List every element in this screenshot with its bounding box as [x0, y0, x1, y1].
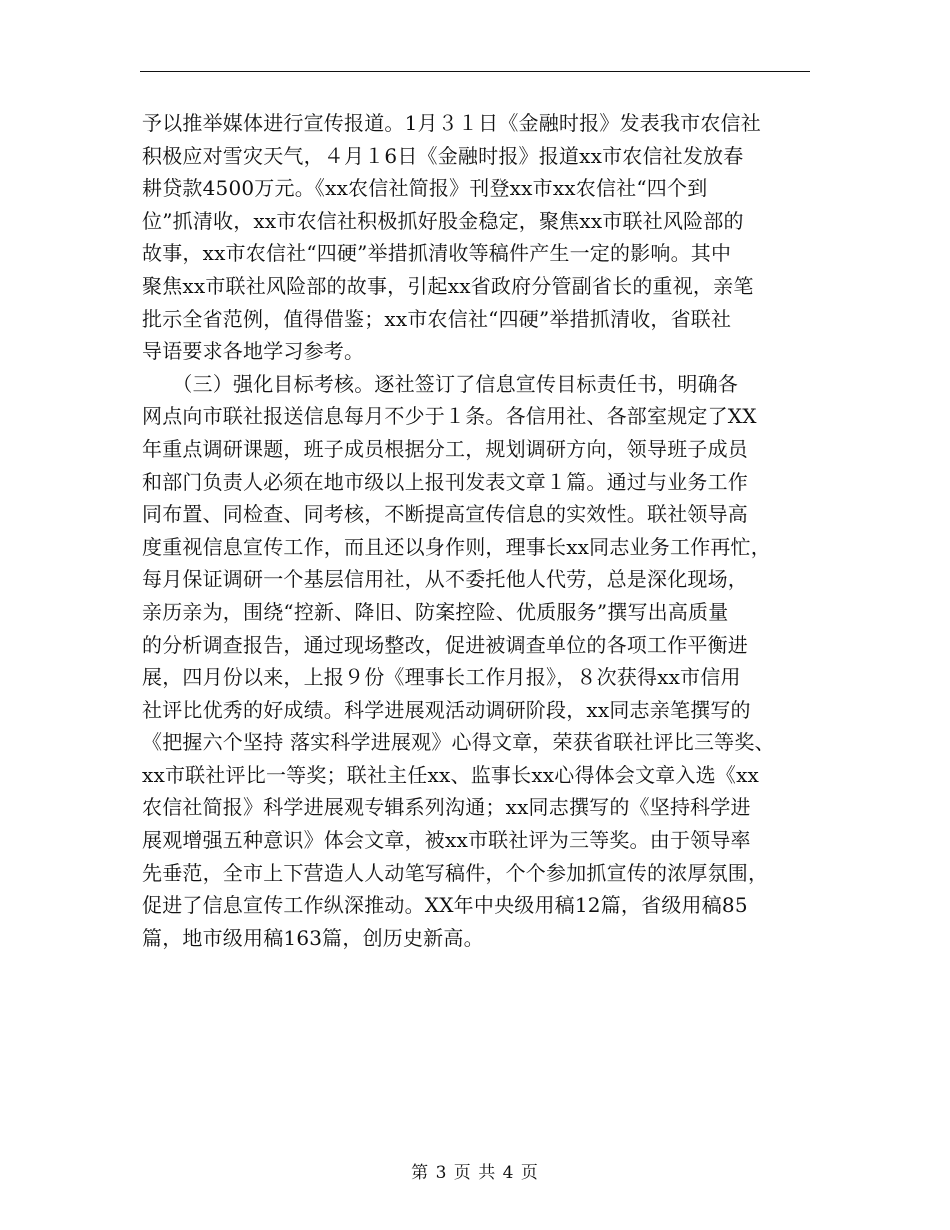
body-text: [142, 107, 822, 954]
text-line: 批示全省范例，值得借鉴；xx市农信社“四硬”举措抓清收，省联社: [142, 306, 732, 331]
text-line: 导语要求各地学习参考。: [142, 339, 365, 364]
text-line: 社评比优秀的好成绩。科学进展观活动调研阶段，xx同志亲笔撰写的: [142, 697, 751, 722]
text-line: （三）强化目标考核。逐社签订了信息宣传目标责任书，明确各: [142, 371, 738, 396]
text-line: 每月保证调研一个基层信用社，从不委托他人代劳，总是深化现场，: [142, 567, 748, 592]
text-line: 先垂范，全市上下营造人人动笔写稿件，个个参加抓宣传的浓厚氛围，: [142, 860, 769, 885]
text-line: 同布置、同检查、同考核，不断提高宣传信息的实效性。联社领导高: [142, 502, 748, 527]
text-line: 展观增强五种意识》体会文章，被xx市联社评为三等奖。由于领导率: [142, 828, 751, 853]
text-line: xx市联社评比一等奖；联社主任xx、监事长xx心得体会文章入选《xx: [142, 762, 760, 787]
text-line: 度重视信息宣传工作，而且还以身作则，理事长xx同志业务工作再忙，: [142, 534, 771, 559]
text-line: 位”抓清收，xx市农信社积极抓好股金稳定，聚焦xx市联社风险部的: [142, 208, 744, 233]
text-line: 促进了信息宣传工作纵深推动。XX年中央级用稿12篇，省级用稿85: [142, 893, 748, 918]
text-line: 耕贷款4500万元。《xx农信社简报》刊登xx市xx农信社“四个到: [142, 176, 708, 201]
text-line: 积极应对雪灾天气，４月１6日《金融时报》报道xx市农信社发放春: [142, 143, 744, 168]
text-line: 年重点调研课题，班子成员根据分工，规划调研方向，领导班子成员: [142, 436, 748, 461]
text-line: 的分析调查报告，通过现场整改，促进被调查单位的各项工作平衡进: [142, 632, 748, 657]
text-line: 《把握六个坚持 落实科学进展观》心得文章，荣获省联社评比三等奖、: [142, 730, 775, 755]
text-line: 和部门负责人必须在地市级以上报刊发表文章１篇。通过与业务工作: [142, 469, 748, 494]
text-line: 予以推举媒体进行宣传报道。1月３１日《金融时报》发表我市农信社: [142, 111, 761, 135]
text-line: 故事，xx市农信社“四硬”举措抓清收等稿件产生一定的影响。其中: [142, 241, 732, 266]
text-line: 网点向市联社报送信息每月不少于１条。各信用社、各部室规定了XX: [142, 404, 757, 429]
text-line: 聚焦xx市联社风险部的故事，引起xx省政府分管副省长的重视，亲笔: [142, 273, 754, 298]
page-number-footer: 第 3 页 共 4 页: [411, 1163, 539, 1183]
header-rule: [140, 71, 810, 72]
text-line: 展，四月份以来，上报９份《理事长工作月报》，８次获得xx市信用: [142, 665, 741, 690]
text-line: 农信社简报》科学进展观专辑系列沟通；xx同志撰写的《坚持科学进: [142, 795, 751, 820]
text-line: 篇，地市级用稿163篇，创历史新高。: [142, 925, 484, 950]
text-line: 亲历亲为，围绕“控新、降旧、防案控险、优质服务”撰写出高质量: [142, 599, 729, 624]
